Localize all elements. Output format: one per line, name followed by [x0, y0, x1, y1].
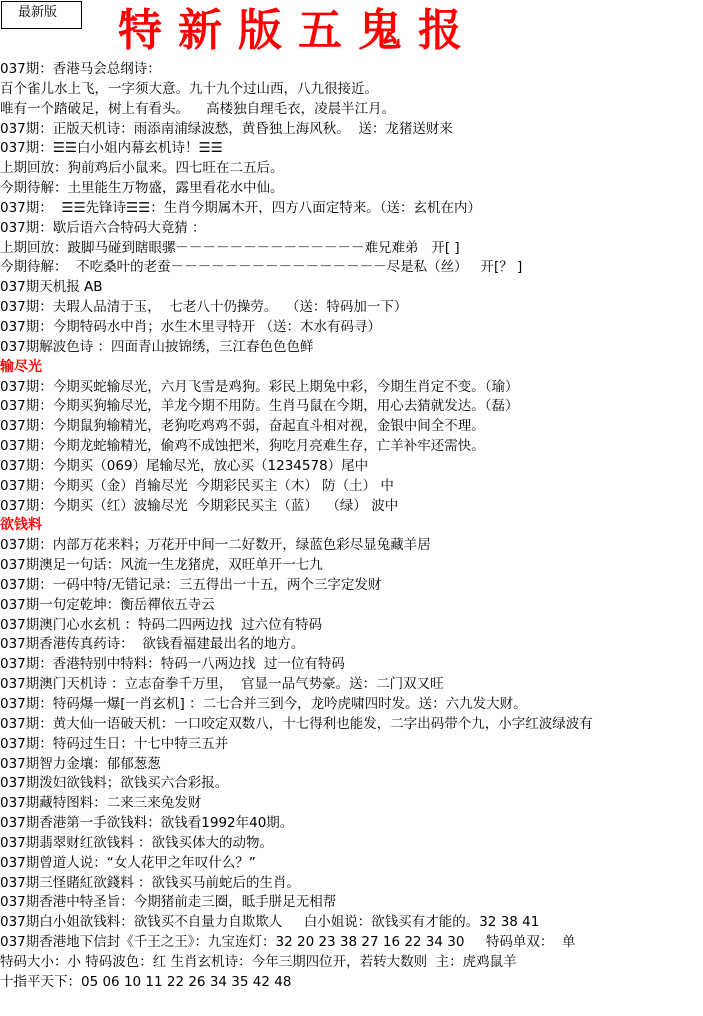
report-line: 037期智力金壤：郁郁葱葱: [0, 755, 161, 772]
report-line: 037期香港中特圣旨：今期猪前走三圈，眡手胼足无相帮: [0, 894, 337, 911]
page-title: 特新版五鬼报: [118, 5, 478, 56]
report-line: 037期香港地下信封《千王之王》：九宝连灯：32 20 23 38 27 16 22 34 30 特码单双： 单: [0, 934, 576, 951]
report-line: 特码大小：小 特码波色：红 生肖玄机诗：今年三期四位开，若转大数则 主：虎鸡鼠羊: [0, 953, 517, 970]
report-line: 037期： ☰☰先锋诗☰☰：生肖今期属木开，四方八面定特来。（送：玄机在内）: [0, 199, 482, 216]
report-line: 百个雀儿水上飞，一字须大意。九十九个过山西，八九很接近。: [0, 80, 378, 97]
report-line: 037期澳门天机诗 ：立志奋拳千万里， 官显一品气势豪。送：二门双又旺: [0, 676, 444, 693]
report-line: 037期：今期买（红）波输尽光 今期彩民买主（蓝） （绿） 波中: [0, 497, 399, 514]
report-line: 上期回放：跛脚马碰到瞎眼骡－－－－－－－－－－－－－－难兄难弟 开[ ]: [0, 239, 460, 256]
report-line: 037期香港传真药诗： 欲钱看福建最出名的地方。: [0, 636, 305, 653]
report-line: 今期待解： 不吃桑叶的老蚕－－－－－－－－－－－－－－－－尽是私（丝） 开[？ ]: [0, 259, 523, 276]
report-line: 037期澳门心水玄机 ：特码二四两边找 过六位有特码: [0, 616, 323, 633]
report-line: 037期：香港特别中特料：特码一八两边找 过一位有特码: [0, 656, 345, 673]
report-line: 037期：今期鼠狗输精光，老狗吃鸡鸡不弱，奋起直斗相对视，金银中间全不理。: [0, 418, 485, 435]
report-line: 037期三怪賭紅欲錢料 ：欲钱买马前蛇后的生肖。: [0, 874, 301, 891]
report-line: 037期：今期买（金）肖输尽光 今期彩民买主（木） 防（土） 中: [0, 477, 394, 494]
report-line: 今期待解：土里能生万物盛，露里看花水中仙。: [0, 180, 284, 197]
section-heading: 输尽光: [0, 358, 42, 375]
report-line: 037期：☰☰白小姐内幕玄机诗！☰☰: [0, 140, 223, 157]
report-line: 037期一句定乾坤：衡岳禪依五寺云: [0, 596, 215, 613]
report-line: 上期回放：狗前鸡后小鼠来。四七旺在二五后。: [0, 160, 284, 177]
report-line: 十指平天下：05 06 10 11 22 26 34 35 42 48: [0, 973, 292, 990]
report-line: 037期：今期买蛇输尽光，六月飞雪是鸡狗。彩民上期兔中彩，今期生肖定不变。（瑜）: [0, 378, 519, 395]
report-line: 037期：一码中特/无错记录：三五得出一十五，两个三字定发财: [0, 576, 382, 593]
report-line: 037期泼妇欲钱料；欲钱买六合彩报。: [0, 775, 229, 792]
report-line: 037期：香港马会总纲诗：: [0, 61, 161, 77]
report-line: 037期：今期龙蛇输精光，偷鸡不成蚀把米，狗吃月亮难生存，亡羊补牢还需快。: [0, 438, 485, 455]
report-line: 037期：黄大仙一语破天机：一口咬定双数八，十七得利也能发，二字出码带个九，小字红波绿波有: [0, 715, 593, 732]
report-line: 037期解波色诗 ：四面青山披锦绣，三江春色色色鲜: [0, 338, 314, 355]
report-line: 037期：歇后语六合特码大竟猜 ：: [0, 219, 206, 236]
report-line: 037期白小姐欲钱料：欲钱买不自量力自欺欺人 白小姐说：欲钱买有才能的。32 38 41: [0, 914, 540, 931]
report-lines: [0, 60, 703, 993]
report-line: 037期：正版天机诗：雨添南浦绿波愁，黄昏独上海风秋。 送：龙猪送财来: [0, 120, 453, 137]
section-heading: 欲钱料: [0, 517, 42, 534]
report-line: 037期：今期买狗输尽光，羊龙今期不用防。生肖马鼠在今期，用心去猜就发达。（磊）: [0, 398, 519, 415]
latest-version-badge: 最新版: [1, 1, 82, 29]
report-line: 037期翡翠财红欲钱料 ：欲钱买体大的动物。: [0, 834, 274, 851]
report-line: 037期：今期买（069）尾输尽光，放心买（1234578）尾中: [0, 457, 369, 474]
report-line: 037期天机报 AB: [0, 279, 103, 296]
report-line: 037期澳足一句话：风流一生龙猪虎，双旺单开一七九: [0, 557, 323, 574]
report-line: 037期香港第一手欲钱料：欲钱看1992年40期。: [0, 815, 294, 832]
report-line: 037期：特码过生日：十七中特三五并: [0, 735, 229, 752]
report-line: 037期：特码爆一爆[一肖玄机] ：二七合并三到今，龙吟虎啸四时发。送：六九发大财。: [0, 696, 527, 712]
report-line: 037期藏特图料：二来三来兔发财: [0, 795, 202, 812]
report-line: 037期：夫瑕人品清于玉， 七老八十仍操劳。 （送：特码加一下）: [0, 299, 408, 316]
report-line: 唯有一个踏破足，树上有看头。 高楼独自理毛衣，凌晨半江月。: [0, 100, 396, 117]
report-line: 037期：内部万花来料；万花开中间一二好数开，绿蓝色彩尽显兔藏羊居: [0, 537, 431, 554]
report-line: 037期曾道人说：“女人花甲之年叹什么？”: [0, 854, 256, 871]
report-line: 037期：今期特码水中肖；水生木里寻特开 （送：木水有码寻）: [0, 318, 382, 335]
